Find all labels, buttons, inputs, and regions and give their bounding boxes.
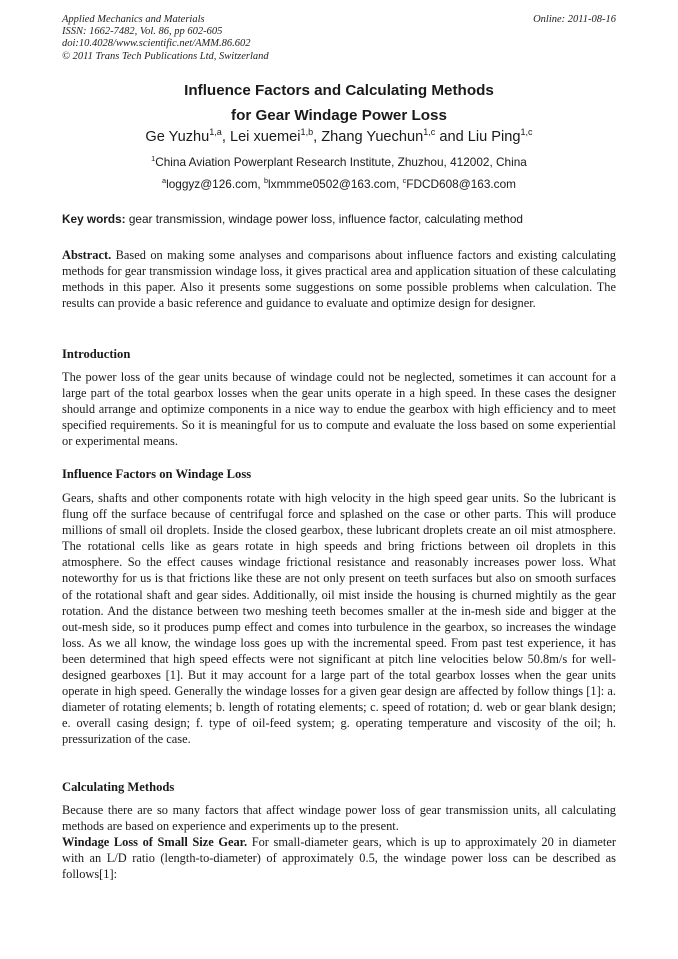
abstract-paragraph xyxy=(62,247,616,311)
author xyxy=(230,129,321,145)
introduction-paragraph: The power loss of the gear units because of windage could not be neglected, sometimes it can account for a large part of the total gearbox losses when the gear units operate in a high speed. In these cases the designer should arrange and optimize components in a nice way to endue the gearbox with high efficiency and to meet specified requirements. So it is meaningful for us to compute and evaluate the loss based on some experiential or experimental means. xyxy=(62,370,616,449)
email-list xyxy=(62,175,616,193)
keywords-text: gear transmission, windage power loss, influence factor, calculating method xyxy=(125,212,523,226)
affiliation xyxy=(62,153,616,171)
author-separator: and xyxy=(435,129,468,145)
author-name: Lei xuemei xyxy=(229,129,301,145)
affiliation-mark: 1 xyxy=(151,154,156,164)
section-heading-influence-factors: Influence Factors on Windage Loss xyxy=(62,467,252,481)
calculating-methods-paragraph: Because there are so many factors that affect windage power loss of gear transmission units, all calculating methods are based on experience and experiments up to the present. xyxy=(62,803,616,834)
small-gear-paragraph xyxy=(62,834,616,882)
title-line-2: for Gear Windage Power Loss xyxy=(231,107,447,124)
small-gear-label: Windage Loss of Small Size Gear. xyxy=(62,835,248,849)
keywords xyxy=(62,210,616,228)
author-affiliation-mark: 1,c xyxy=(520,127,533,138)
keywords-label: Key words: xyxy=(62,212,126,226)
section-heading-introduction: Introduction xyxy=(62,347,131,361)
email-separator: , xyxy=(396,177,403,191)
paper-title xyxy=(62,78,616,128)
author-separator: , xyxy=(313,129,322,145)
email-mark: c xyxy=(402,176,407,186)
author-name: Liu Ping xyxy=(467,129,521,145)
author-name: Ge Yuzhu xyxy=(145,129,210,145)
copyright-line: © 2011 Trans Tech Publications Ltd, Switzerland xyxy=(62,50,269,62)
influence-factors-paragraph: Gears, shafts and other components rotate with high velocity in the high speed gear units. So the lubricant is flung off the surface because of centrifugal force and splashed on the case or other parts. This will produce millions of small oil droplets. Inside the closed gearbox, these lubricant droplets create an oil mist atmosphere. The rotational cells like as gears rotate in high speeds and bring frictions between oil droplets in this atmosphere. So the effect causes windage frictional resistance and reasonably increases power loss. What noteworthy for us is that frictions like these are not only present on teeth surfaces but also on smooth surfaces of the rotational shaft and gear sides. Additionally, oil mist inside the housing is churned mightily as the gear rotation. And the distance between two meshing teeth becomes smaller at the in-mesh side and bigger at the out-mesh side, so it produces pump effect and comes into turbulence in the gearbox, so increases the windage loss. As we all know, the windage loss goes up with the incremental speed. From past test experience, it has been determined that high speed effects were not significant at pitch line velocities below 50.8m/s for well-designed gearboxes [1]. But it may account for a large part of the total gearbox losses when the gear units operate in high speed. Generally the windage losses for a given gear design are affected by follow things [1]: a. diameter of rotating elements; b. length of rotating elements; c. speed of rotation; d. web or gear blank design; e. overall casing design; f. type of oil-feed system; g. operating temperature and viscosity of the oil; h. pressurization of the case. xyxy=(62,491,616,747)
email-address: FDCD608@163.com xyxy=(406,177,516,191)
doi-line: doi:10.4028/www.scientific.net/AMM.86.602 xyxy=(62,38,251,50)
email-mark: a xyxy=(162,176,167,186)
author-list xyxy=(62,127,616,147)
author-separator: , xyxy=(221,129,230,145)
abstract-label: Abstract. xyxy=(62,248,112,262)
issn-line: ISSN: 1662-7482, Vol. 86, pp 602-605 xyxy=(62,26,223,38)
author xyxy=(321,129,468,145)
author-affiliation-mark: 1,c xyxy=(423,127,436,138)
title-line-1: Influence Factors and Calculating Methods xyxy=(184,82,494,99)
email-address: lxmmme0502@163.com xyxy=(268,177,397,191)
affiliation-text: China Aviation Powerplant Research Institute, Zhuzhou, 412002, China xyxy=(155,155,527,169)
author-name: Zhang Yuechun xyxy=(321,129,424,145)
abstract-text: Based on making some analyses and comparisons about influence factors and existing calculating methods for gear transmission windage loss, it gives practical area and application situation of these calculating methods in this paper. Also it presents some suggestions on some possible problems when calculation. The results can provide a basic reference and guidance to evaluate and optimize design for designer. xyxy=(62,248,616,311)
email-mark: b xyxy=(263,176,269,186)
journal-header xyxy=(62,14,616,63)
author-affiliation-mark: 1,b xyxy=(300,127,314,138)
online-date: Online: 2011-08-16 xyxy=(533,14,616,25)
author xyxy=(145,129,230,145)
author-affiliation-mark: 1,a xyxy=(209,127,222,138)
small-gear-text: For small-diameter gears, which is up to approximately 20 in diameter with an L/D ratio (length-to-diameter) of approximately 0.5, the windage power loss can be described as follows[1]: xyxy=(62,835,616,882)
journal-name: Applied Mechanics and Materials xyxy=(62,14,205,25)
email-separator: , xyxy=(257,177,264,191)
section-heading-calculating-methods: Calculating Methods xyxy=(62,780,175,794)
email-address: loggyz@126.com xyxy=(166,177,258,191)
author xyxy=(468,129,533,145)
